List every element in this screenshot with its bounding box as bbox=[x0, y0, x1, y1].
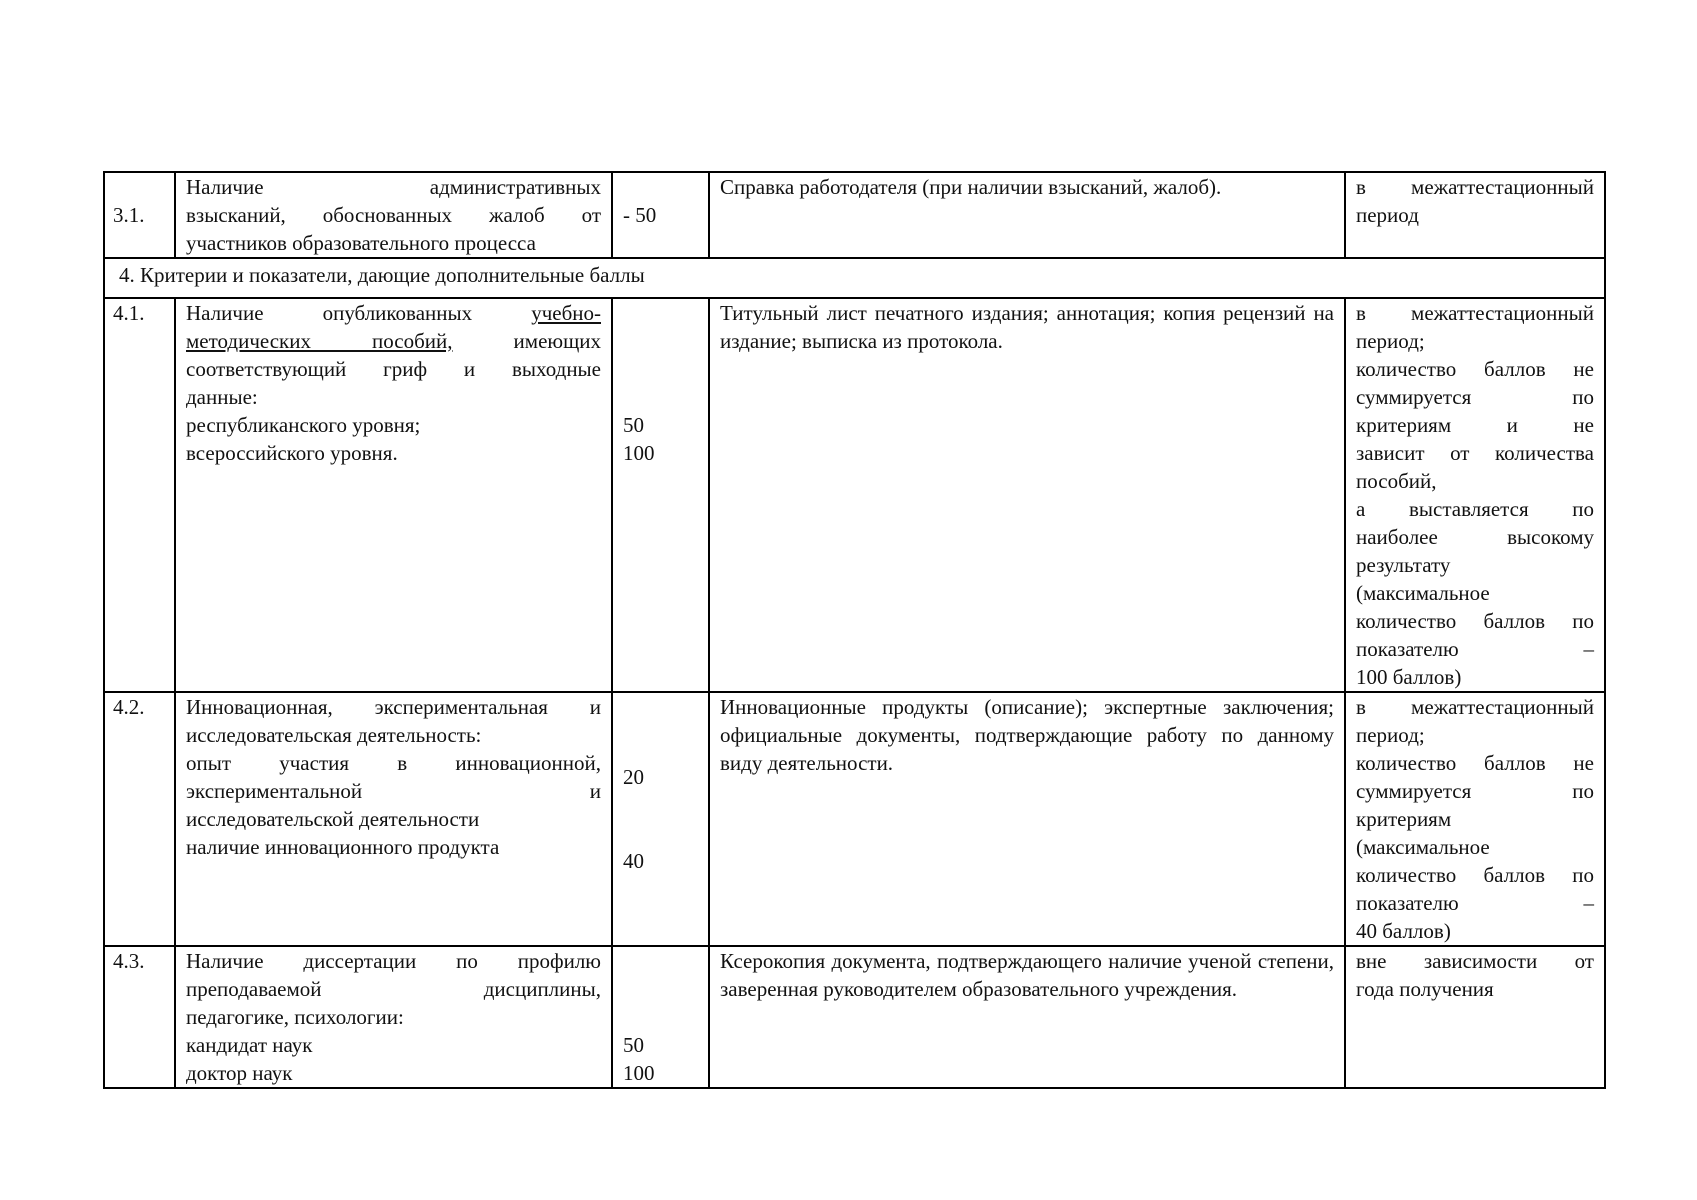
note-line: критериям bbox=[1356, 807, 1452, 831]
note-line: в межаттестационный bbox=[1356, 175, 1594, 199]
criterion-line bbox=[186, 299, 601, 327]
points-value: 100 bbox=[623, 441, 655, 465]
criterion-cell bbox=[175, 692, 612, 946]
criterion-line: методических пособий, имеющих bbox=[186, 329, 601, 353]
criterion-line: исследовательской деятельности bbox=[186, 807, 480, 831]
note-cell bbox=[1345, 946, 1605, 1088]
criterion-line: опыт участия в инновационной, bbox=[186, 751, 601, 775]
points-cell bbox=[612, 946, 709, 1088]
criterion-line: преподаваемой дисциплины, bbox=[186, 977, 601, 1001]
table-row-3-1 bbox=[104, 172, 1605, 258]
criterion-line: Наличие диссертации по профилю bbox=[186, 949, 601, 973]
points-value: 100 bbox=[623, 1061, 655, 1085]
note-line: (максимальное bbox=[1356, 581, 1490, 605]
note-line: количество баллов по bbox=[1356, 863, 1594, 887]
note-line: года получения bbox=[1356, 977, 1494, 1001]
documents-cell: Титульный лист печатного издания; аннотация; копия рецензий на издание; выписка из протокола. bbox=[709, 298, 1345, 692]
criterion-line: Инновационная, экспериментальная и bbox=[186, 695, 601, 719]
note-line: количество баллов не bbox=[1356, 751, 1594, 775]
points-cell: - 50 bbox=[612, 172, 709, 258]
note-cell bbox=[1345, 298, 1605, 692]
note-line: суммируется по bbox=[1356, 385, 1594, 409]
section-title: 4. Критерии и показатели, дающие дополнительные баллы bbox=[104, 258, 1605, 298]
points-value: 20 bbox=[623, 765, 644, 789]
table-row-4-1 bbox=[104, 298, 1605, 692]
points-value: 50 bbox=[623, 1033, 644, 1057]
note-line: в межаттестационный bbox=[1356, 301, 1594, 325]
note-cell bbox=[1345, 172, 1605, 258]
points-cell bbox=[612, 692, 709, 946]
criterion-line: соответствующий гриф и выходные bbox=[186, 357, 601, 381]
criterion-line: исследовательская деятельность: bbox=[186, 723, 482, 747]
criterion-text: Наличие опубликованных bbox=[186, 301, 532, 325]
note-line: суммируется по bbox=[1356, 779, 1594, 803]
row-number: 3.1. bbox=[104, 172, 175, 258]
criterion-line: участников образовательного процесса bbox=[186, 231, 536, 255]
row-number: 4.3. bbox=[104, 946, 175, 1088]
row-number: 4.2. bbox=[104, 692, 175, 946]
note-line: (максимальное bbox=[1356, 835, 1490, 859]
documents-cell: Ксерокопия документа, подтверждающего наличие ученой степени, заверенная руководителем образовательного учреждения. bbox=[709, 946, 1345, 1088]
section-header-row bbox=[104, 258, 1605, 298]
documents-cell: Инновационные продукты (описание); экспертные заключения; официальные документы, подтверждающие работу по данному виду деятельности. bbox=[709, 692, 1345, 946]
note-line: вне зависимости от bbox=[1356, 949, 1594, 973]
note-line: показателю – bbox=[1356, 891, 1594, 915]
criterion-line: наличие инновационного продукта bbox=[186, 835, 500, 859]
note-line: пособий, bbox=[1356, 469, 1437, 493]
table-row-4-2 bbox=[104, 692, 1605, 946]
points-cell bbox=[612, 298, 709, 692]
note-line: результату bbox=[1356, 553, 1451, 577]
note-line: критериям и не bbox=[1356, 413, 1594, 437]
note-cell bbox=[1345, 692, 1605, 946]
note-line: период bbox=[1356, 203, 1419, 227]
criterion-line: кандидат наук bbox=[186, 1033, 313, 1057]
criterion-underlined: методических пособий, bbox=[186, 329, 453, 353]
row-number: 4.1. bbox=[104, 298, 175, 692]
criterion-line: республиканского уровня; bbox=[186, 413, 421, 437]
points-value: 50 bbox=[623, 413, 644, 437]
points-value: 40 bbox=[623, 849, 644, 873]
criterion-underlined: учебно- bbox=[531, 301, 601, 325]
note-line: период; bbox=[1356, 329, 1425, 353]
note-line: а выставляется по bbox=[1356, 497, 1594, 521]
note-line: 100 баллов) bbox=[1356, 665, 1462, 689]
note-line: период; bbox=[1356, 723, 1425, 747]
criterion-line: педагогике, психологии: bbox=[186, 1005, 404, 1029]
note-line: количество баллов не bbox=[1356, 357, 1594, 381]
note-line: 40 баллов) bbox=[1356, 919, 1451, 943]
criterion-line: данные: bbox=[186, 385, 258, 409]
note-line: зависит от количества bbox=[1356, 441, 1594, 465]
documents-cell: Справка работодателя (при наличии взысканий, жалоб). bbox=[709, 172, 1345, 258]
criterion-cell bbox=[175, 172, 612, 258]
criterion-line: взысканий, обоснованных жалоб от bbox=[186, 203, 601, 227]
criterion-line: экспериментальной и bbox=[186, 779, 601, 803]
criterion-cell bbox=[175, 298, 612, 692]
note-line: количество баллов по bbox=[1356, 609, 1594, 633]
criterion-line: доктор наук bbox=[186, 1061, 293, 1085]
note-line: показателю – bbox=[1356, 637, 1594, 661]
table-row-4-3 bbox=[104, 946, 1605, 1088]
criteria-table bbox=[103, 171, 1606, 1089]
criterion-line: Наличие административных bbox=[186, 175, 601, 199]
note-line: наиболее высокому bbox=[1356, 525, 1594, 549]
criterion-line: всероссийского уровня. bbox=[186, 441, 398, 465]
note-line: в межаттестационный bbox=[1356, 695, 1594, 719]
criterion-cell bbox=[175, 946, 612, 1088]
